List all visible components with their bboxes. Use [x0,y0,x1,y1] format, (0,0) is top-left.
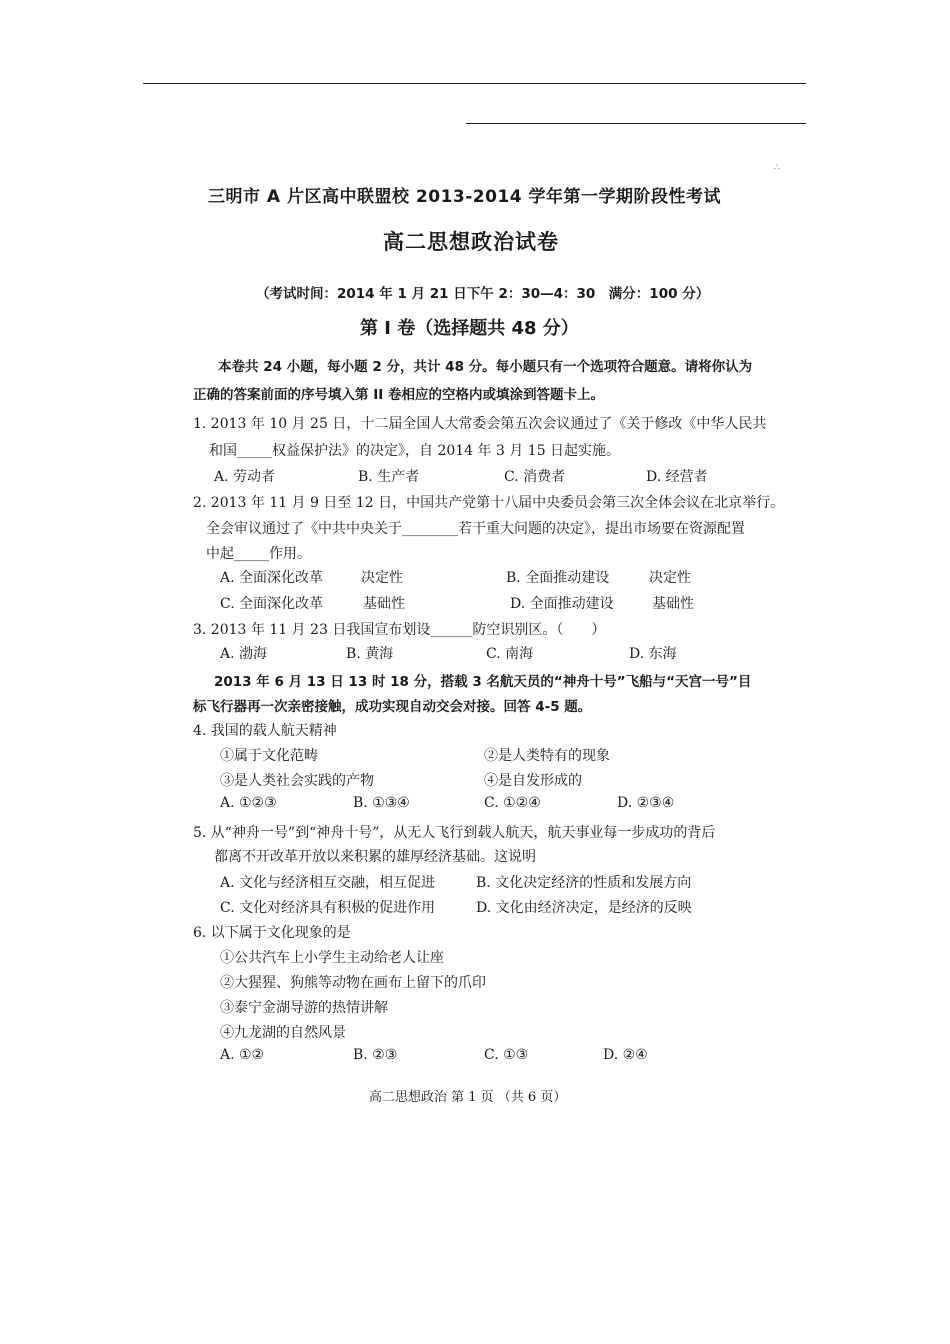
exam-title: 三明市 A 片区高中联盟校 2013-2014 学年第一学期阶段性考试 [208,187,722,207]
q1-option-a: A. 劳动者 [214,469,276,485]
q2-option-d-value: 基础性 [652,596,694,612]
q1-option-d: D. 经营者 [646,469,708,485]
q2-option-d: D. 全面推动建设 [510,596,614,612]
q4-stem: 4. 我国的载人航天精神 [193,723,337,739]
q4-item-4: ④是自发形成的 [484,773,582,789]
q2-line-3: 中起_____作用。 [206,546,311,562]
q3-option-c: C. 南海 [486,646,534,662]
q6-item-1: ①公共汽车上小学生主动给老人让座 [220,950,444,966]
q2-option-a-value: 决定性 [361,570,403,586]
instruction-line-1: 本卷共 24 小题，每小题 2 分，共计 48 分。每小题只有一个选项符合题意。请将你认为 [218,359,753,375]
q6-option-c: C. ①③ [484,1047,529,1063]
q2-option-c: C. 全面深化改革 [220,596,324,612]
q5-option-a: A. 文化与经济相互交融，相互促进 [220,875,436,891]
q6-stem: 6. 以下属于文化现象的是 [193,925,351,941]
instruction-line-2: 正确的答案前面的序号填入第 II 卷相应的空格内或填涂到答题卡上。 [193,387,604,403]
q5-line-2: 都离不开改革开放以来积累的雄厚经济基础。这说明 [214,849,536,865]
scan-speck: ∴ [774,163,780,173]
q5-option-d: D. 文化由经济决定，是经济的反映 [476,900,692,916]
q1-option-b: B. 生产者 [358,469,420,485]
top-rule [143,83,806,84]
q1-option-c: C. 消费者 [504,469,566,485]
q6-option-d: D. ②④ [603,1047,648,1063]
q6-option-b: B. ②③ [353,1047,398,1063]
q4-option-b: B. ①③④ [353,795,410,811]
passage-line-1: 2013 年 6 月 13 日 13 时 18 分，搭载 3 名航天员的“神舟十号”飞船与“天宫一号”目 [214,674,752,690]
page-footer: 高二思想政治 第 1 页 （共 6 页） [369,1090,567,1105]
q4-option-a: A. ①②③ [220,795,277,811]
q2-option-b-value: 决定性 [649,570,691,586]
subject-title: 高二思想政治试卷 [383,230,559,254]
q3-stem: 3. 2013 年 11 月 23 日我国宣布划设______防空识别区。（ ） [193,622,606,638]
q2-line-2: 全会审议通过了《中共中央关于________若干重大问题的决定》，提出市场要在资源配置 [206,521,745,537]
q6-item-2: ②大猩猩、狗熊等动物在画布上留下的爪印 [220,975,486,991]
q4-option-d: D. ②③④ [617,795,675,811]
q5-option-b: B. 文化决定经济的性质和发展方向 [476,875,692,891]
q4-item-1: ①属于文化范畴 [220,748,318,764]
q3-option-d: D. 东海 [629,646,677,662]
q2-option-b: B. 全面推动建设 [506,570,610,586]
q4-item-3: ③是人类社会实践的产物 [220,773,374,789]
exam-info: （考试时间：2014 年 1 月 21 日下午 2：30—4：30 满分：100 分） [256,286,710,302]
section-heading: 第 I 卷（选择题共 48 分） [360,318,579,339]
q3-option-b: B. 黄海 [346,646,394,662]
q6-item-3: ③泰宁金湖导游的热情讲解 [220,1000,388,1016]
q2-option-a: A. 全面深化改革 [220,570,324,586]
q4-option-c: C. ①②④ [484,795,541,811]
q3-option-a: A. 渤海 [220,646,268,662]
q6-item-4: ④九龙湖的自然风景 [220,1025,346,1041]
q4-item-2: ②是人类特有的现象 [484,748,610,764]
q1-line-1: 1. 2013 年 10 月 25 日，十二届全国人大常委会第五次会议通过了《关于修改《中华人民共 [193,416,767,432]
passage-line-2: 标飞行器再一次亲密接触，成功实现自动交会对接。回答 4-5 题。 [193,699,592,715]
q6-option-a: A. ①② [220,1047,265,1063]
second-rule [466,123,806,124]
q5-line-1: 5. 从“神舟一号”到“神舟十号”，从无人飞行到载人航天，航天事业每一步成功的背后 [193,825,716,841]
q5-option-c: C. 文化对经济具有积极的促进作用 [220,900,436,916]
q2-line-1: 2. 2013 年 11 月 9 日至 12 日，中国共产党第十八届中央委员会第三次全体会议在北京举行。 [193,495,785,511]
q1-line-2: 和国_____权益保护法》的决定》，自 2014 年 3 月 15 日起实施。 [209,443,621,459]
q2-option-c-value: 基础性 [363,596,405,612]
